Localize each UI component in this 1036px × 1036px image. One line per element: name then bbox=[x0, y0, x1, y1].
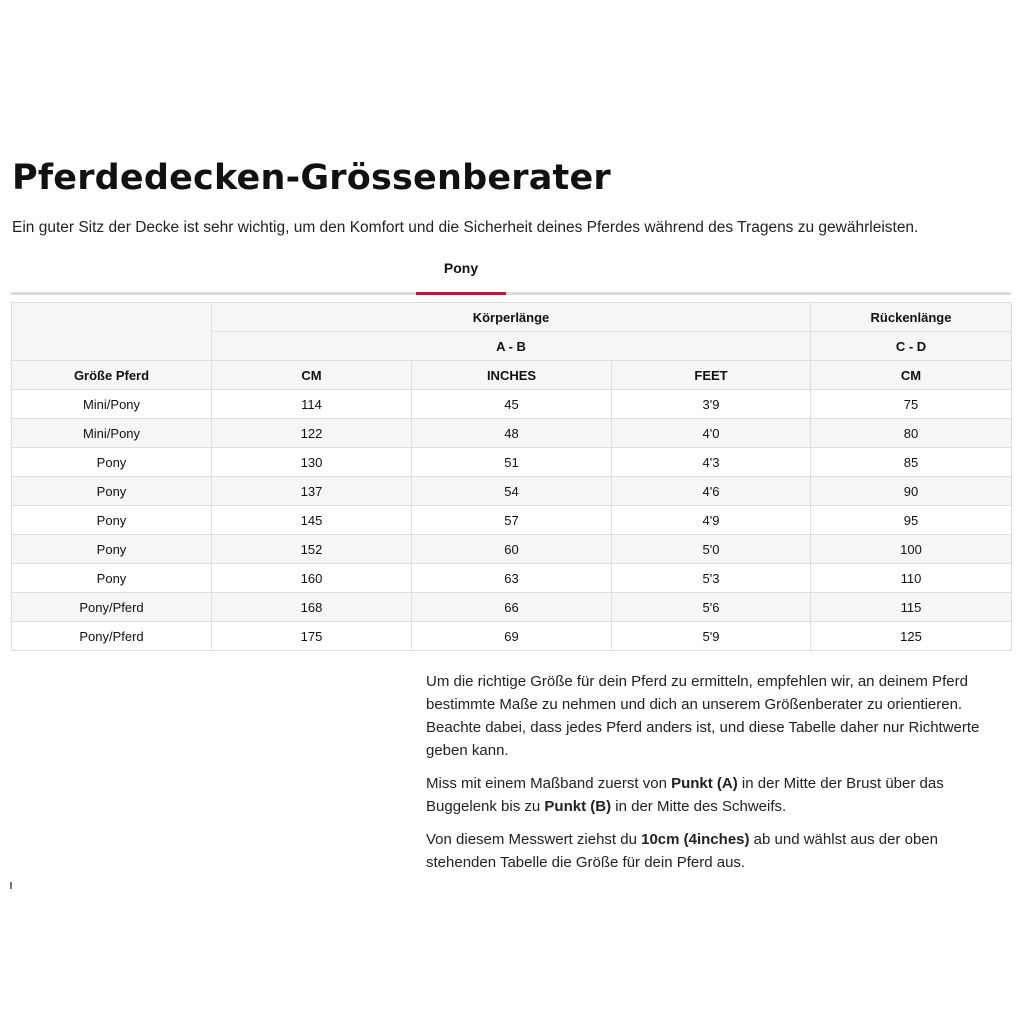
table-cell: 100 bbox=[811, 535, 1012, 564]
header-rueckenlaenge: Rückenlänge bbox=[811, 303, 1012, 332]
table-cell: 57 bbox=[412, 506, 612, 535]
tab-pony[interactable]: Pony bbox=[416, 252, 506, 292]
info-paragraph-3 bbox=[426, 828, 1006, 874]
table-cell: 5'6 bbox=[612, 593, 811, 622]
table-cell: 51 bbox=[412, 448, 612, 477]
table-cell: Pony bbox=[12, 506, 212, 535]
table-cell: 137 bbox=[212, 477, 412, 506]
table-cell: 122 bbox=[212, 419, 412, 448]
table-cell: 125 bbox=[811, 622, 1012, 651]
table-cell: Pony bbox=[12, 535, 212, 564]
table-cell: 45 bbox=[412, 390, 612, 419]
table-row bbox=[12, 390, 1012, 419]
table-cell: 48 bbox=[412, 419, 612, 448]
table-cell: 3'9 bbox=[612, 390, 811, 419]
table-cell: 75 bbox=[811, 390, 1012, 419]
table-cell: 110 bbox=[811, 564, 1012, 593]
table-cell: 4'0 bbox=[612, 419, 811, 448]
header-koerperlaenge-range: A - B bbox=[212, 332, 811, 361]
table-row bbox=[12, 477, 1012, 506]
info-paragraph-1: Um die richtige Größe für dein Pferd zu ermitteln, empfehlen wir, an deinem Pferd bestimmte Maße zu nehmen und dich an unserem Größenberater zu orientieren. Beachte dabei, dass jedes Pferd anders ist, und diese Tabelle daher nur Richtwerte geben kann. bbox=[426, 673, 980, 759]
table-row bbox=[12, 564, 1012, 593]
table-cell: 54 bbox=[412, 477, 612, 506]
info-text: Von diesem Messwert ziehst du bbox=[426, 831, 642, 848]
deduction-value: 10cm (4inches) bbox=[641, 831, 750, 848]
table-cell: 160 bbox=[212, 564, 412, 593]
info-paragraph-2 bbox=[426, 772, 1006, 818]
table-row bbox=[12, 593, 1012, 622]
table-cell: 80 bbox=[811, 419, 1012, 448]
table-cell: 95 bbox=[811, 506, 1012, 535]
column-header: CM bbox=[212, 361, 412, 390]
column-header: FEET bbox=[612, 361, 811, 390]
table-body bbox=[12, 390, 1012, 651]
column-header: CM bbox=[811, 361, 1012, 390]
info-text: ab und wählst aus der oben stehenden Tabelle die Größe für dein Pferd aus. bbox=[426, 831, 938, 871]
table-cell: 5'9 bbox=[612, 622, 811, 651]
table-cell: 168 bbox=[212, 593, 412, 622]
tab-bar bbox=[11, 252, 1011, 295]
table-cell: 115 bbox=[811, 593, 1012, 622]
table-cell: 66 bbox=[412, 593, 612, 622]
size-table bbox=[11, 302, 1012, 651]
table-cell: 85 bbox=[811, 448, 1012, 477]
table-cell: 4'6 bbox=[612, 477, 811, 506]
table-cell: Pony bbox=[12, 448, 212, 477]
table-cell: 175 bbox=[212, 622, 412, 651]
point-b-label: Punkt (B) bbox=[544, 798, 612, 815]
table-cell: 5'3 bbox=[612, 564, 811, 593]
table-cell: Mini/Pony bbox=[12, 390, 212, 419]
header-rueckenlaenge-range: C - D bbox=[811, 332, 1012, 361]
table-cell: Pony bbox=[12, 477, 212, 506]
table-cell: 90 bbox=[811, 477, 1012, 506]
table-cell: Pony/Pferd bbox=[12, 622, 212, 651]
table-row bbox=[12, 419, 1012, 448]
table-cell: 5'0 bbox=[612, 535, 811, 564]
column-header: INCHES bbox=[412, 361, 612, 390]
table-row bbox=[12, 535, 1012, 564]
table-cell: Mini/Pony bbox=[12, 419, 212, 448]
info-text: in der Mitte der Brust über das Buggelenk bis zu bbox=[426, 775, 944, 815]
point-a-label: Punkt (A) bbox=[671, 775, 738, 792]
measurement-info bbox=[426, 670, 1006, 884]
table-cell: 130 bbox=[212, 448, 412, 477]
table-cell: Pony/Pferd bbox=[12, 593, 212, 622]
stray-mark bbox=[10, 882, 12, 889]
table-cell: 60 bbox=[412, 535, 612, 564]
column-header: Größe Pferd bbox=[12, 361, 212, 390]
table-cell: 4'3 bbox=[612, 448, 811, 477]
page-title: Pferdedecken-Grössenberater bbox=[12, 158, 611, 198]
intro-text: Ein guter Sitz der Decke ist sehr wichtig, um den Komfort und die Sicherheit deines Pferdes während des Tragens zu gewährleisten. bbox=[12, 219, 919, 236]
info-text: Miss mit einem Maßband zuerst von bbox=[426, 775, 672, 792]
table-row bbox=[12, 622, 1012, 651]
table-cell: 4'9 bbox=[612, 506, 811, 535]
table-row bbox=[12, 506, 1012, 535]
table-cell: 152 bbox=[212, 535, 412, 564]
header-koerperlaenge: Körperlänge bbox=[212, 303, 811, 332]
table-cell: 69 bbox=[412, 622, 612, 651]
table-row bbox=[12, 448, 1012, 477]
table-cell: Pony bbox=[12, 564, 212, 593]
table-cell: 114 bbox=[212, 390, 412, 419]
info-text: in der Mitte des Schweifs. bbox=[611, 798, 787, 815]
table-cell: 63 bbox=[412, 564, 612, 593]
table-cell: 145 bbox=[212, 506, 412, 535]
header-empty-cell bbox=[12, 303, 212, 361]
